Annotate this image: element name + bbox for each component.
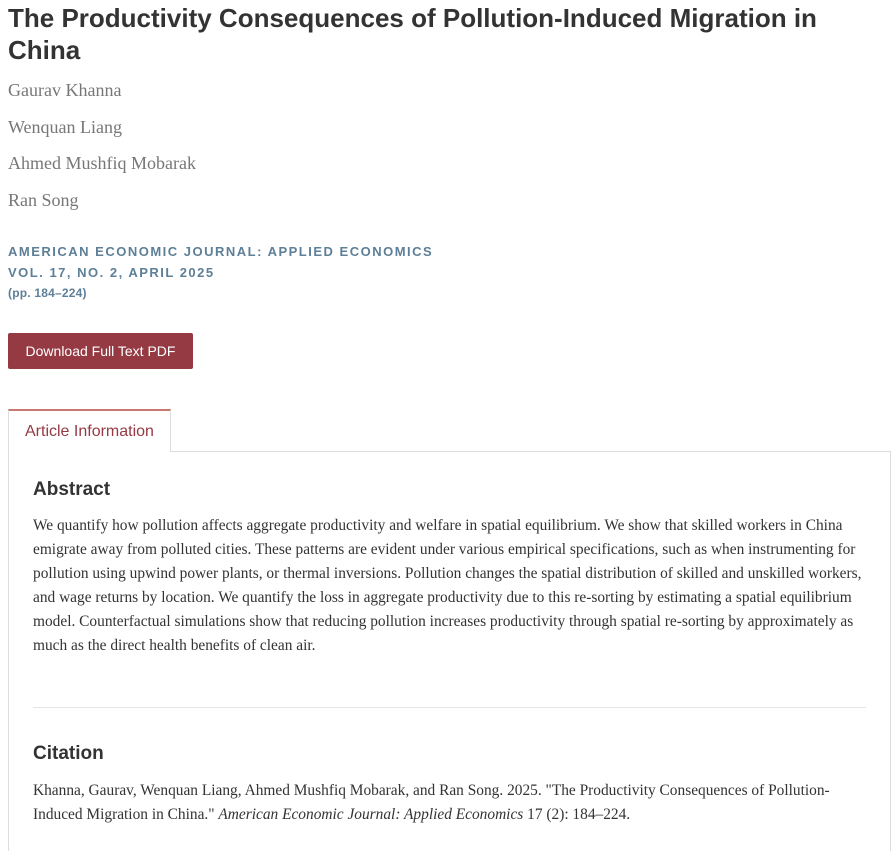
journal-pages: (pp. 184–224) bbox=[8, 286, 87, 300]
citation-text bbox=[33, 779, 871, 827]
author-name[interactable]: Ran Song bbox=[8, 190, 79, 211]
author-name[interactable]: Ahmed Mushfiq Mobarak bbox=[8, 153, 196, 174]
tab-article-information[interactable]: Article Information bbox=[8, 409, 171, 452]
citation-journal: American Economic Journal: Applied Economics bbox=[218, 806, 524, 823]
author-name[interactable]: Gaurav Khanna bbox=[8, 80, 122, 100]
author-list bbox=[8, 78, 196, 225]
journal-volume-issue[interactable]: VOL. 17, NO. 2, APRIL 2025 bbox=[8, 265, 215, 280]
citation-suffix: 17 (2): 184–224. bbox=[523, 806, 631, 823]
download-pdf-button[interactable]: Download Full Text PDF bbox=[8, 333, 193, 369]
abstract-text: We quantify how pollution affects aggregate productivity and welfare in spatial equilibrium. We show that skilled workers in China emigrate away from polluted cities. These patterns are evident under various empirical specifications, such as when instrumenting for pollution using upwind power plants, or thermal inversions. Pollution changes the spatial distribution of skilled and unskilled workers, and wage returns by location. We quantify the loss in aggregate productivity due to this re-sorting by estimating a spatial equilibrium model. Counterfactual simulations show that reducing pollution increases productivity through spatial re-sorting by approximately as much as the direct health benefits of clean air. bbox=[33, 517, 862, 654]
tab-bar bbox=[8, 409, 891, 452]
author-name[interactable]: Wenquan Liang bbox=[8, 116, 123, 137]
citation-prefix: Khanna, Gaurav, Wenquan Liang, Ahmed Mushfiq Mobarak, and Ran Song. 2025. "The Productivity Consequences of Pollution-Induced Migration in China." bbox=[33, 782, 830, 823]
abstract-heading: Abstract bbox=[33, 479, 111, 500]
citation-heading: Citation bbox=[33, 743, 104, 764]
journal-name[interactable]: AMERICAN ECONOMIC JOURNAL: APPLIED ECONOMICS bbox=[8, 244, 434, 259]
section-divider bbox=[33, 707, 866, 708]
article-title: The Productivity Consequences of Pollution-Induced Migration in China bbox=[8, 3, 817, 65]
journal-info bbox=[8, 241, 433, 304]
